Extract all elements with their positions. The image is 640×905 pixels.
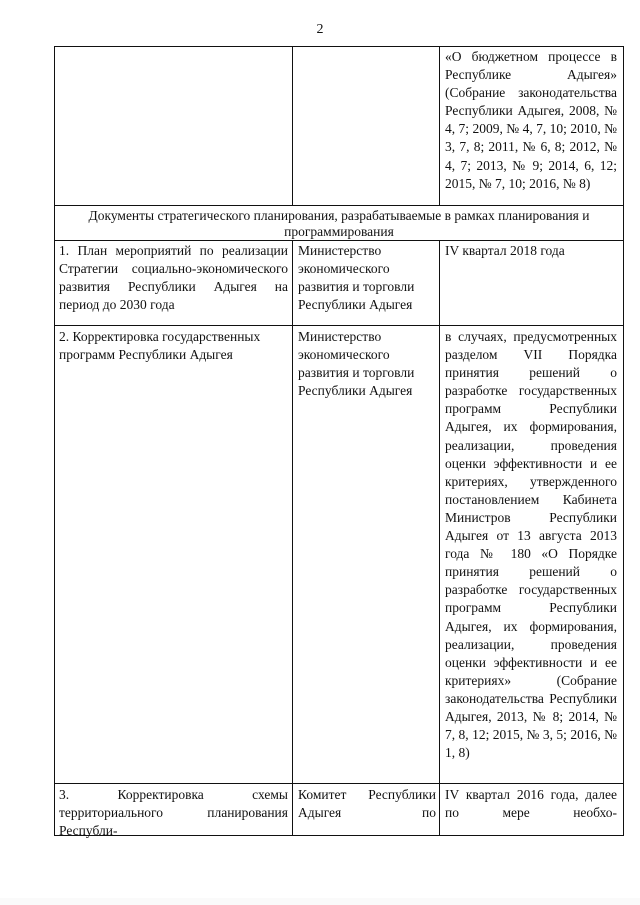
table-border-left bbox=[54, 46, 55, 836]
table-border-right bbox=[623, 46, 624, 836]
scan-edge bbox=[0, 898, 640, 905]
page-number: 2 bbox=[316, 22, 324, 37]
row-2-executor: Министерство экономического развития и торговли Республики Адыгея bbox=[298, 329, 415, 399]
row-3-executor: Комитет Республики Адыгея по bbox=[298, 787, 436, 821]
column-divider-1 bbox=[292, 46, 293, 205]
row-1-executor: Министерство экономического развития и торговли Республики Адыгея bbox=[298, 243, 415, 313]
section-heading: Документы стратегического планирования, разрабатываемые в рамках планирования и программирования bbox=[88, 208, 590, 239]
row-2-deadline: в случаях, предусмотренных разделом VII Порядка принятия решений о разработке государственных программ Республики Адыгея, их формирования, реализации, проведения оценки эффективности и ее критериях, утвержденного постановлением Кабинета Министров Республики Адыгея от 13 августа 2013 года № 180 «О Порядке принятия решений о разработке государственных программ Республики Адыгея, их формирования, реализации, проведения оценки эффективности и ее критериях» (Собрание законодательства Республики Адыгея, 2013, № 8; 2014, № 7, 8, 12; 2015, № 3, 5; 2016, № 1, 8) bbox=[445, 329, 617, 761]
row-1-task: 1. План мероприятий по реализации Стратегии социально-экономического развития Республики Адыгея на период до 2030 года bbox=[59, 243, 288, 313]
column-divider-2 bbox=[439, 240, 440, 836]
column-divider-1 bbox=[292, 240, 293, 836]
row-2-task: 2. Корректировка государственных программ Республики Адыгея bbox=[59, 329, 261, 363]
row-divider bbox=[54, 205, 624, 206]
table-border-top bbox=[54, 46, 624, 47]
row-divider bbox=[54, 325, 624, 326]
row-1-deadline: IV квартал 2018 года bbox=[445, 243, 565, 258]
row-3-task: 3. Корректировка схемы территориального планирования Республи- bbox=[59, 787, 288, 839]
row-3-deadline: IV квартал 2016 года, далее по мере необхо- bbox=[445, 787, 617, 821]
column-divider-2 bbox=[439, 46, 440, 205]
row-divider bbox=[54, 240, 624, 241]
row-divider bbox=[54, 783, 624, 784]
plan-table bbox=[54, 46, 624, 839]
first-row-deadline: «О бюджетном процессе в Республике Адыгея» (Собрание законодательства Республики Адыгея, 2008, № 4, 7; 2009, № 4, 7, 10; 2010, № 3, 7, 8; 2011, № 6, 8; 2012, № 4, 7; 2013, № 9; 2014, 6, 12; 2015, № 7, 10; 2016, № 8) bbox=[445, 49, 617, 191]
